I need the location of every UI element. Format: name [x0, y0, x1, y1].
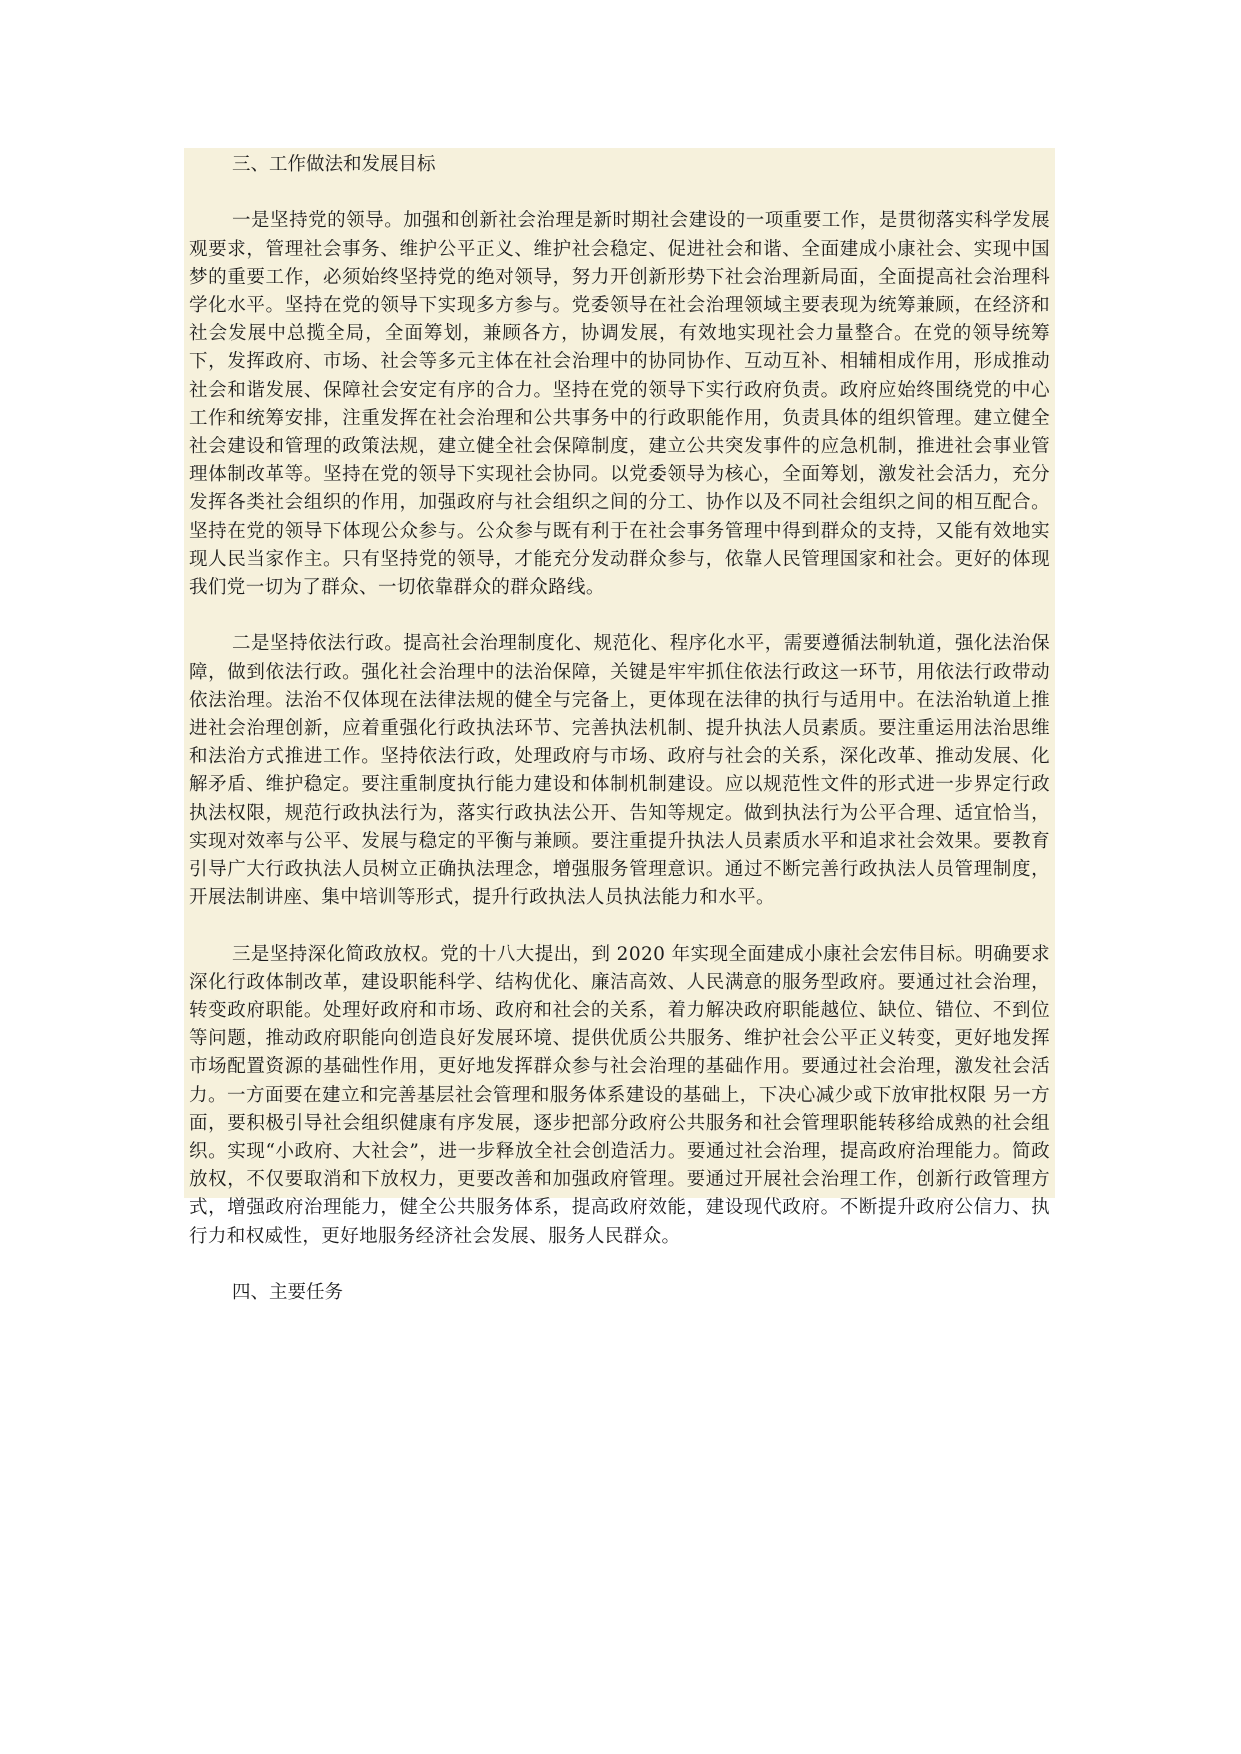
section-heading-4: 四、主要任务: [232, 1282, 344, 1304]
section-heading-3: 三、工作做法和发展目标: [232, 154, 436, 175]
paragraph-gap: [189, 179, 1050, 207]
document-body: [184, 148, 1055, 1304]
paragraph-rule-of-law: 二是坚持依法行政。提高社会治理制度化、规范化、程序化水平，需要遵循法制轨道，强化法治保障，做到依法行政。强化社会治理中的法治保障，关键是牢牢抓住依法行政这一环节，用依法行政带动依法治理。法治不仅体现在法律法规的健全与完备上，更体现在法律的执行与适用中。在法治轨道上推进社会治理创新，应着重强化行政执法环节、完善执法机制、提升执法人员素质。要注重运用法治思维和法治方式推进工作。坚持依法行政，处理政府与市场、政府与社会的关系，深化改革、推动发展、化解矛盾、维护稳定。要注重制度执行能力建设和体制机制建设。应以规范性文件的形式进一步界定行政执法权限，规范行政执法行为，落实行政执法公开、告知等规定。做到执法行为公平合理、适宜恰当，实现对效率与公平、发展与稳定的平衡与兼顾。要注重提升执法人员素质水平和追求社会效果。要教育引导广大行政执法人员树立正确执法理念，增强服务管理意识。通过不断完善行政执法人员管理制度，开展法制讲座、集中培训等形式，提升行政执法人员执法能力和水平。: [189, 633, 1050, 909]
paragraph-gap: [189, 912, 1050, 940]
paragraph-streamline-administration: 三是坚持深化简政放权。党的十八大提出，到 2020 年实现全面建成小康社会宏伟目标。明确要求深化行政体制改革，建设职能科学、结构优化、廉洁高效、人民满意的服务型政府。要通过社会治理，转变政府职能。处理好政府和市场、政府和社会的关系，着力解决政府职能越位、缺位、错位、不到位等问题，推动政府职能向创造良好发展环境、提供优质公共服务、维护社会公平正义转变，更好地发挥市场配置资源的基础性作用，更好地发挥群众参与社会治理的基础作用。要通过社会治理，激发社会活力。一方面要在建立和完善基层社会管理和服务体系建设的基础上，下决心减少或下放审批权限 另一方面，要积极引导社会组织健康有序发展，逐步把部分政府公共服务和社会管理职能转移给成熟的社会组织。实现“小政府、大社会”，进一步释放全社会创造活力。要通过社会治理，提高政府治理能力。简政放权，不仅要取消和下放权力，更要改善和加强政府管理。要通过开展社会治理工作，创新行政管理方式，增强政府治理能力，健全公共服务体系，提高政府效能，建设现代政府。不断提升政府公信力、执行力和权威性，更好地服务经济社会发展、服务人民群众。: [189, 943, 1050, 1247]
paragraph-gap: [189, 1251, 1050, 1279]
paragraph-gap: [189, 602, 1050, 630]
paragraph-party-leadership: 一是坚持党的领导。加强和创新社会治理是新时期社会建设的一项重要工作，是贯彻落实科学发展观要求，管理社会事务、维护公平正义、维护社会稳定、促进社会和谐、全面建成小康社会、实现中国梦的重要工作，必须始终坚持党的绝对领导，努力开创新形势下社会治理新局面，全面提高社会治理科学化水平。坚持在党的领导下实现多方参与。党委领导在社会治理领域主要表现为统筹兼顾，在经济和社会发展中总揽全局，全面筹划，兼顾各方，协调发展，有效地实现社会力量整合。在党的领导统筹下，发挥政府、市场、社会等多元主体在社会治理中的协同协作、互动互补、相辅相成作用，形成推动社会和谐发展、保障社会安定有序的合力。坚持在党的领导下实行政府负责。政府应始终围绕党的中心工作和统筹安排，注重发挥在社会治理和公共事务中的行政职能作用，负责具体的组织管理。建立健全社会建设和管理的政策法规，建立健全社会保障制度，建立公共突发事件的应急机制，推进社会事业管理体制改革等。坚持在党的领导下实现社会协同。以党委领导为核心，全面筹划，激发社会活力，充分发挥各类社会组织的作用，加强政府与社会组织之间的分工、协作以及不同社会组织之间的相互配合。坚持在党的领导下体现公众参与。公众参与既有利于在社会事务管理中得到群众的支持，又能有效地实现人民当家作主。只有坚持党的领导，才能充分发动群众参与，依靠人民管理国家和社会。更好的体现我们党一切为了群众、一切依靠群众的群众路线。: [189, 210, 1050, 599]
